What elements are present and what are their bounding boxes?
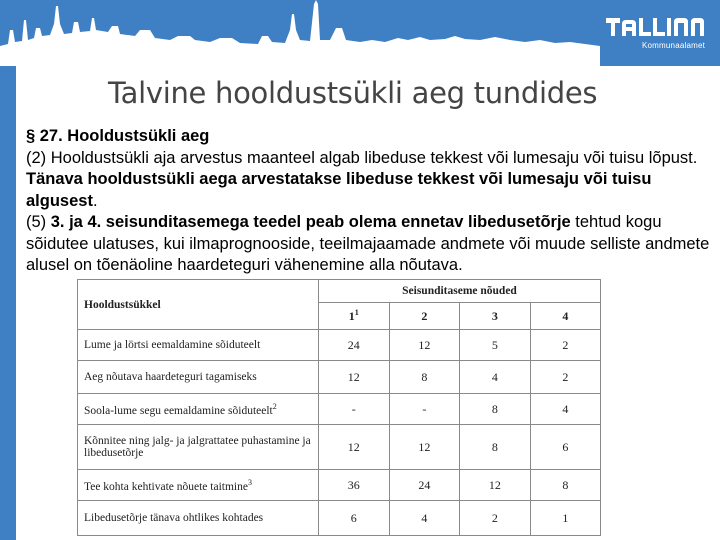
table-cell: 36 xyxy=(318,470,389,501)
table-cell: 4 xyxy=(389,501,460,536)
table-row xyxy=(78,501,601,536)
table-cell: 12 xyxy=(318,361,389,394)
table-cell: 6 xyxy=(318,501,389,536)
table-cell: - xyxy=(318,394,389,425)
table-cell: 2 xyxy=(530,330,600,361)
paragraph-5-bold: 3. ja 4. seisunditasemega teedel peab olema ennetav libedusetõrje xyxy=(50,213,571,231)
table-cell: 2 xyxy=(460,501,531,536)
table-cell: - xyxy=(389,394,460,425)
table-row xyxy=(78,470,601,501)
table-cell: 12 xyxy=(318,425,389,470)
maintenance-cycle-table xyxy=(77,279,601,536)
slide-content xyxy=(16,66,720,540)
table-cell: 12 xyxy=(389,425,460,470)
row-label: Aeg nõutava haardeteguri tagamiseks xyxy=(78,361,319,394)
row-label: Tee kohta kehtivate nõuete taitmine$^3$ xyxy=(78,470,319,501)
header-banner xyxy=(0,0,720,66)
paragraph-5-text: tehtud kogu sõidutee ulatuses, kui ilmaprognooside, teeilmajaamade andmete või muude selliste andmete alusel on tõenäoline haardeteguri vähenemine alla nõutava. xyxy=(26,213,710,274)
table-cell: 4 xyxy=(460,361,531,394)
level-header: 3 xyxy=(460,303,531,330)
row-label: Lume ja lörtsi eemaldamine sõiduteelt xyxy=(78,330,319,361)
table-cell: 24 xyxy=(389,470,460,501)
paragraph-2-end: . xyxy=(92,191,98,210)
table-row xyxy=(78,330,601,361)
table-cell: 2 xyxy=(530,361,600,394)
table-row xyxy=(78,394,601,425)
table-row xyxy=(78,361,601,394)
row-label: Libedusetõrje tänava ohtlikes kohtades xyxy=(78,501,319,536)
tallinn-logo xyxy=(606,14,706,54)
city-skyline-illustration xyxy=(0,0,600,66)
paragraph-2-text: (2) Hooldustsükli aja arvestus maanteel algab libeduse tekkest või lumesaju või tuisu lõpust. xyxy=(26,148,698,167)
level-header: 4 xyxy=(530,303,600,330)
table-stub-header: Hooldustsükkel xyxy=(78,280,319,330)
slide-title: Talvine hooldustsükli aeg tundides xyxy=(108,76,598,110)
table-group-header: Seisunditaseme nõuded xyxy=(318,280,600,303)
maintenance-table-image xyxy=(77,279,601,540)
table-cell: 8 xyxy=(389,361,460,394)
logo-subtitle: Kommunaalamet xyxy=(642,41,706,50)
table-cell: 5 xyxy=(460,330,531,361)
paragraph-2 xyxy=(26,148,716,213)
level-header: $1^1$ xyxy=(318,303,389,330)
paragraph-5 xyxy=(26,212,716,277)
table-cell: 6 xyxy=(530,425,600,470)
table-cell: 8 xyxy=(460,394,531,425)
paragraph-2-bold: Tänava hooldustsükli aega arvestatakse libeduse tekkest või lumesaju või tuisu algusest xyxy=(26,170,652,210)
table-cell: 4 xyxy=(530,394,600,425)
row-label: Kõnnitee ning jalg- ja jalgrattatee puhastamine ja libedusetõrje xyxy=(78,425,319,470)
row-label: Soola-lume segu eemaldamine sõiduteelt$^2$ xyxy=(78,394,319,425)
table-cell: 8 xyxy=(460,425,531,470)
section-heading: § 27. Hooldustsükli aeg xyxy=(26,127,210,145)
paragraph-5-number: (5) xyxy=(26,213,51,231)
table-cell: 12 xyxy=(460,470,531,501)
level-header: 2 xyxy=(389,303,460,330)
tallinn-wordmark-icon xyxy=(606,14,704,40)
table-cell: 1 xyxy=(530,501,600,536)
table-cell: 12 xyxy=(389,330,460,361)
regulation-text xyxy=(26,126,716,277)
table-row xyxy=(78,425,601,470)
table-cell: 24 xyxy=(318,330,389,361)
table-cell: 8 xyxy=(530,470,600,501)
